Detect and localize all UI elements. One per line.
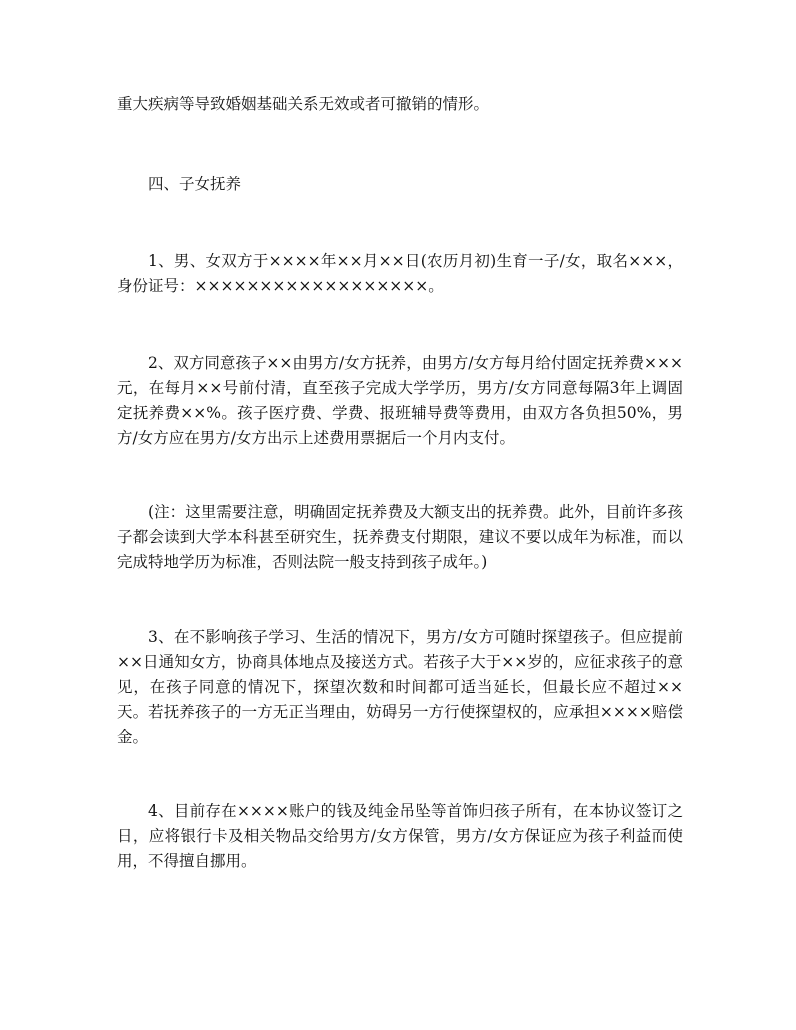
paragraph-note: (注：这里需要注意，明确固定抚养费及大额支出的抚养费。此外，目前许多孩子都会读到大学本科甚至研究生，抚养费支付期限，建议不要以成年为标准，而以完成特地学历为标准，否则法院一般支持到孩子成年。) [117, 503, 683, 571]
paragraph-clause-1: 1、男、女双方于××××年××月××日(农历月初)生育一子/女，取名×××，身份证号：××××××××××××××××××。 [117, 252, 683, 295]
paragraph-clause-2: 2、双方同意孩子××由男方/女方抚养，由男方/女方每月给付固定抚养费×××元，在每月××号前付清，直至孩子完成大学学历，男方/女方同意每隔3年上调固定抚养费××%。孩子医疗费、学费、报班辅导费等费用，由双方各负担50%，男方/女方应在男方/女方出示上述费用票据后一个月内支付。 [117, 354, 683, 447]
paragraph-clause-4: 4、目前存在××××账户的钱及纯金吊坠等首饰归孩子所有，在本协议签订之日，应将银行卡及相关物品交给男方/女方保管，男方/女方保证应为孩子利益而使用，不得擅自挪用。 [117, 802, 683, 870]
section-heading-child-custody: 四、子女抚养 [148, 175, 242, 193]
paragraph-continuation: 重大疾病等导致婚姻基础关系无效或者可撤销的情形。 [117, 95, 490, 113]
paragraph-clause-3: 3、在不影响孩子学习、生活的情况下，男方/女方可随时探望孩子。但应提前××日通知女方，协商具体地点及接送方式。若孩子大于××岁的，应征求孩子的意见，在孩子同意的情况下，探望次数和时间都可适当延长，但最长应不超过××天。若抚养孩子的一方无正当理由，妨碍另一方行使探望权的，应承担××××赔偿金。 [117, 628, 683, 746]
